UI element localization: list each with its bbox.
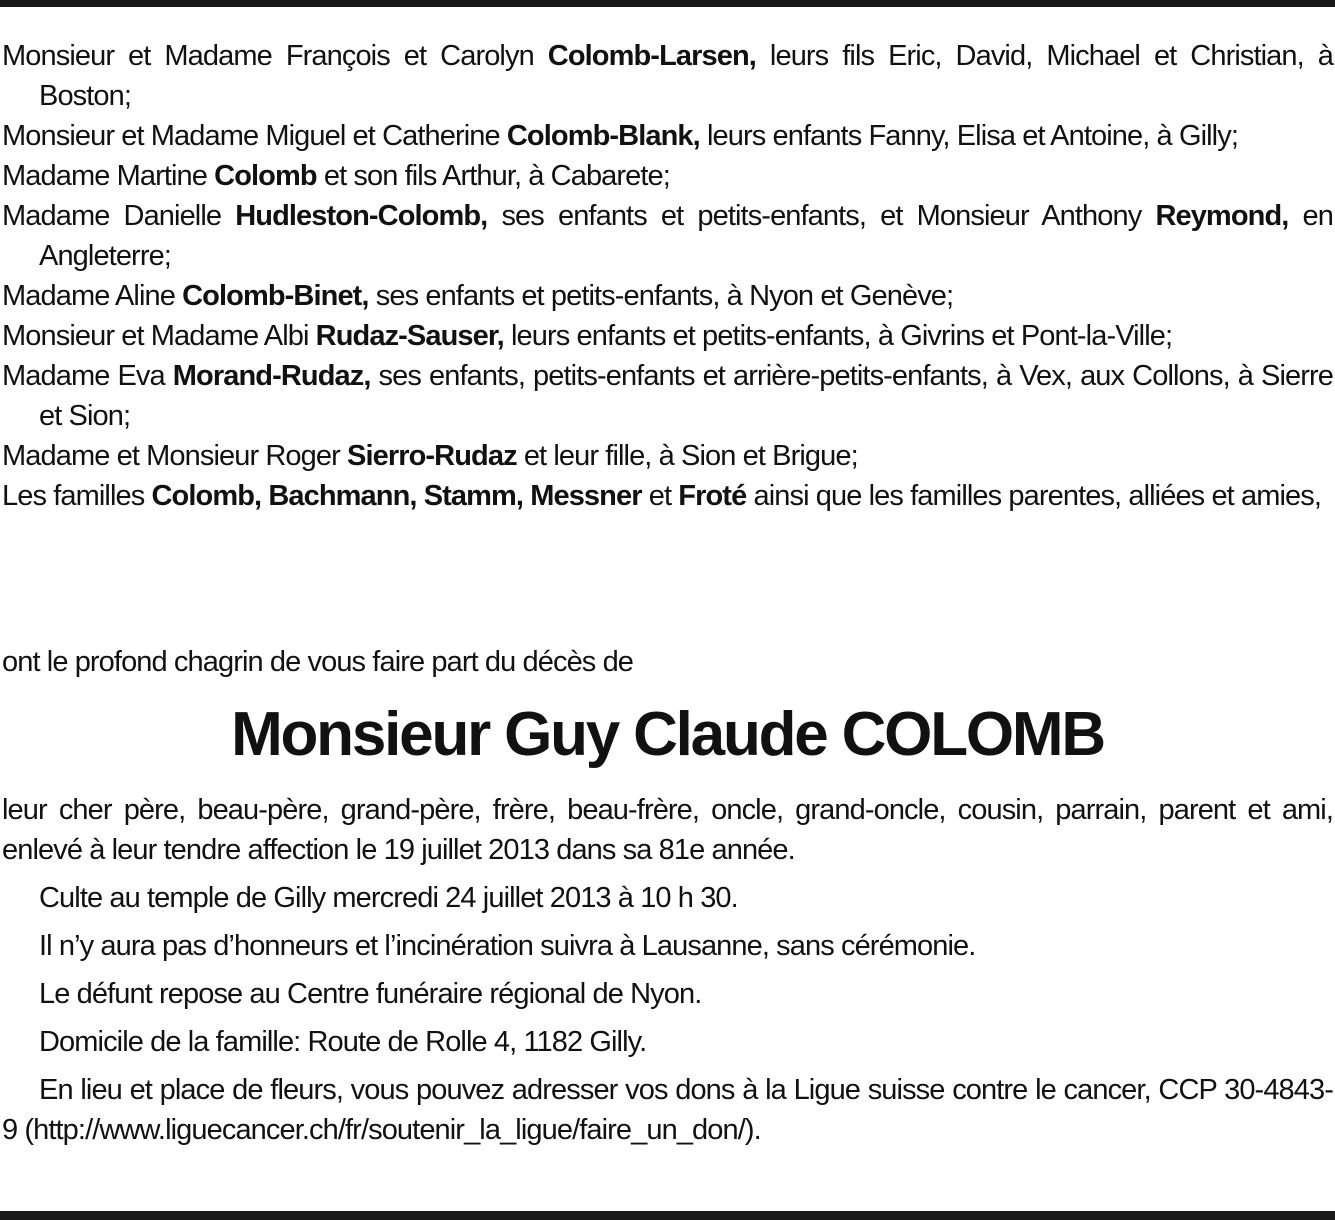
family-entry (2, 436, 1333, 476)
donation-info: En lieu et place de fleurs, vous pouvez adresser vos dons à la Ligue suisse contre le cancer, CCP 30-4843-9 (http://www.liguecancer.ch/fr/soutenir_la_ligue/faire_un_don/). (2, 1074, 1333, 1146)
family-text: et son fils Arthur, à Cabarete; (316, 160, 670, 192)
family-text: Madame Martine (2, 160, 215, 192)
family-surname: Colomb-Larsen, (547, 40, 756, 72)
family-list (2, 36, 1333, 516)
family-text: Les familles (2, 480, 152, 512)
relation-text: leur cher père, beau-père, grand-père, frère, beau-frère, oncle, grand-oncle, cousin, parrain, parent et ami, enlevé à leur tendre affection le 19 juillet 2013 dans sa 81e année. (2, 794, 1333, 866)
family-text: Monsieur et Madame Miguel et Catherine (2, 120, 507, 152)
family-surname: Colomb, Bachmann, Stamm, Messner (151, 480, 642, 512)
family-surname: Rudaz-Sauser, (315, 320, 504, 352)
family-address: Domicile de la famille: Route de Rolle 4, 1182 Gilly. (39, 1026, 647, 1058)
family-text: Monsieur et Madame François et Carolyn (2, 40, 548, 72)
family-entry (2, 196, 1333, 276)
family-surname: Reymond, (1155, 200, 1289, 232)
family-text: leurs enfants Fanny, Elisa et Antoine, à Gilly; (699, 120, 1238, 152)
family-text: et (641, 480, 679, 512)
cremation-info: Il n’y aura pas d’honneurs et l’incinération suivra à Lausanne, sans cérémonie. (39, 930, 976, 962)
top-rule (0, 0, 1335, 7)
announcement-intro: ont le profond chagrin de vous faire part du décès de (2, 646, 634, 678)
repose-info: Le défunt repose au Centre funéraire régional de Nyon. (39, 978, 702, 1010)
family-entry (2, 36, 1333, 116)
family-text: ses enfants, petits-enfants et arrière-petits-enfants, à Vex, aux Collons, à Sierre et Sion; (39, 360, 1334, 432)
family-entry-last (2, 476, 1333, 516)
service-info: Culte au temple de Gilly mercredi 24 juillet 2013 à 10 h 30. (39, 882, 738, 914)
family-surname: Sierro-Rudaz (347, 440, 517, 472)
family-entry (2, 276, 1333, 316)
family-text: ses enfants et petits-enfants, et Monsieur Anthony (487, 200, 1156, 232)
family-text: Madame Danielle (2, 200, 236, 232)
family-text: en Angleterre; (39, 200, 1333, 272)
family-entry (2, 116, 1333, 156)
bottom-rule (0, 1211, 1335, 1220)
notice-body (2, 790, 1333, 1150)
family-surname: Colomb-Binet, (182, 280, 369, 312)
deceased-name: Monsieur Guy Claude COLOMB (231, 700, 1104, 769)
family-text: et leur fille, à Sion et Brigue; (516, 440, 858, 472)
family-surname: Morand-Rudaz, (172, 360, 371, 392)
family-entry (2, 156, 1333, 196)
family-text: Madame Eva (2, 360, 173, 392)
family-text: leurs enfants et petits-enfants, à Givrins et Pont-la-Ville; (503, 320, 1173, 352)
family-text: ses enfants et petits-enfants, à Nyon et Genève; (368, 280, 954, 312)
family-text: leurs fils Eric, David, Michael et Christian, à Boston; (39, 40, 1334, 112)
family-text: Monsieur et Madame Albi (2, 320, 316, 352)
family-surname: Colomb-Blank, (506, 120, 700, 152)
family-entry (2, 356, 1333, 436)
family-surname: Froté (678, 480, 747, 512)
family-surname: Colomb (214, 160, 317, 192)
family-surname: Hudleston-Colomb, (235, 200, 488, 232)
family-text: Madame Aline (2, 280, 183, 312)
family-text: Madame et Monsieur Roger (2, 440, 347, 472)
family-entry (2, 316, 1333, 356)
family-text: ainsi que les familles parentes, alliées et amies, (746, 480, 1321, 512)
